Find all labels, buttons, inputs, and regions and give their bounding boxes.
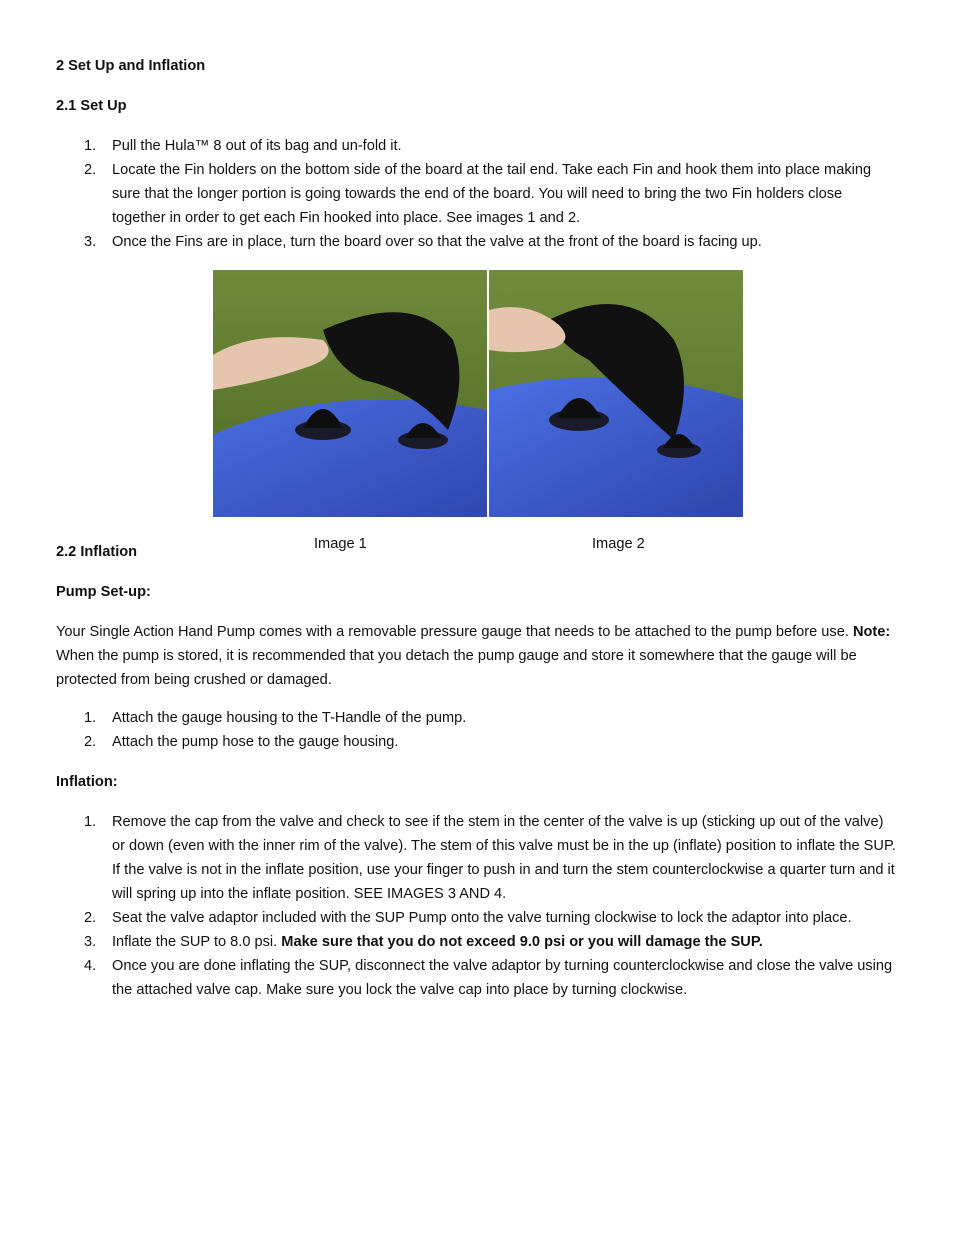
list-item: 1. Attach the gauge housing to the T-Handle of the pump.: [84, 710, 467, 726]
list-item: 3. Inflate the SUP to 8.0 psi. Make sure that you do not exceed 9.0 psi or you will damage the SUP.: [84, 934, 763, 950]
list-item: 1. Remove the cap from the valve and check to see if the stem in the center of the valve is up (sticking up out of the valve) or down (even with the inner rim of the valve). The stem of this valve must be in the up (inflate) position to inflate the SUP. If the valve is not in the inflate position, use your finger to push in and turn the stem counterclockwise a quarter turn and it will spring up into the inflate position. SEE IMAGES 3 AND 4.: [84, 814, 896, 902]
list-item: 2. Seat the valve adaptor included with the SUP Pump onto the valve turning clockwise to lock the adaptor into place.: [84, 910, 852, 926]
inflation-subheading: Inflation:: [56, 774, 118, 790]
warning-text: Make sure that you do not exceed 9.0 psi or you will damage the SUP.: [281, 934, 763, 950]
pump-paragraph: Your Single Action Hand Pump comes with a removable pressure gauge that needs to be attached to the pump before use. Note: When the pump is stored, it is recommended that you detach the pump gauge and store it somewhere that the gauge will be protected from being crushed or damaged.: [56, 624, 891, 688]
document-page: [56, 54, 898, 1018]
image-caption-1: Image 1: [314, 536, 367, 552]
list-item: 2. Attach the pump hose to the gauge housing.: [84, 734, 399, 750]
list-item: 1. Pull the Hula™ 8 out of its bag and un-fold it.: [84, 138, 402, 154]
image-caption-2: Image 2: [592, 536, 645, 552]
setup-steps: [56, 134, 898, 254]
inflation-steps: [56, 810, 898, 1002]
fin-photo-2: [489, 270, 743, 517]
list-item: 3. Once the Fins are in place, turn the board over so that the valve at the front of the board is facing up.: [84, 234, 762, 250]
pump-steps: [56, 706, 898, 754]
setup-heading: 2.1 Set Up: [56, 98, 127, 114]
section-title: 2 Set Up and Inflation: [56, 58, 206, 74]
fin-photo-1: [213, 270, 487, 517]
list-item: 4. Once you are done inflating the SUP, disconnect the valve adaptor by turning counterclockwise and close the valve using the attached valve cap. Make sure you lock the valve cap into place by turning clockwise.: [84, 958, 893, 998]
note-label: Note:: [852, 624, 891, 640]
pump-setup-heading: Pump Set-up:: [56, 584, 151, 600]
inflation-heading: 2.2 Inflation: [56, 544, 138, 560]
list-item: 2. Locate the Fin holders on the bottom side of the board at the tail end. Take each Fin and hook them into place making sure that the longer portion is going towards the end of the board. You will need to bring the two Fin holders close together in order to get each Fin hooked into place. See images 1 and 2.: [84, 162, 872, 226]
